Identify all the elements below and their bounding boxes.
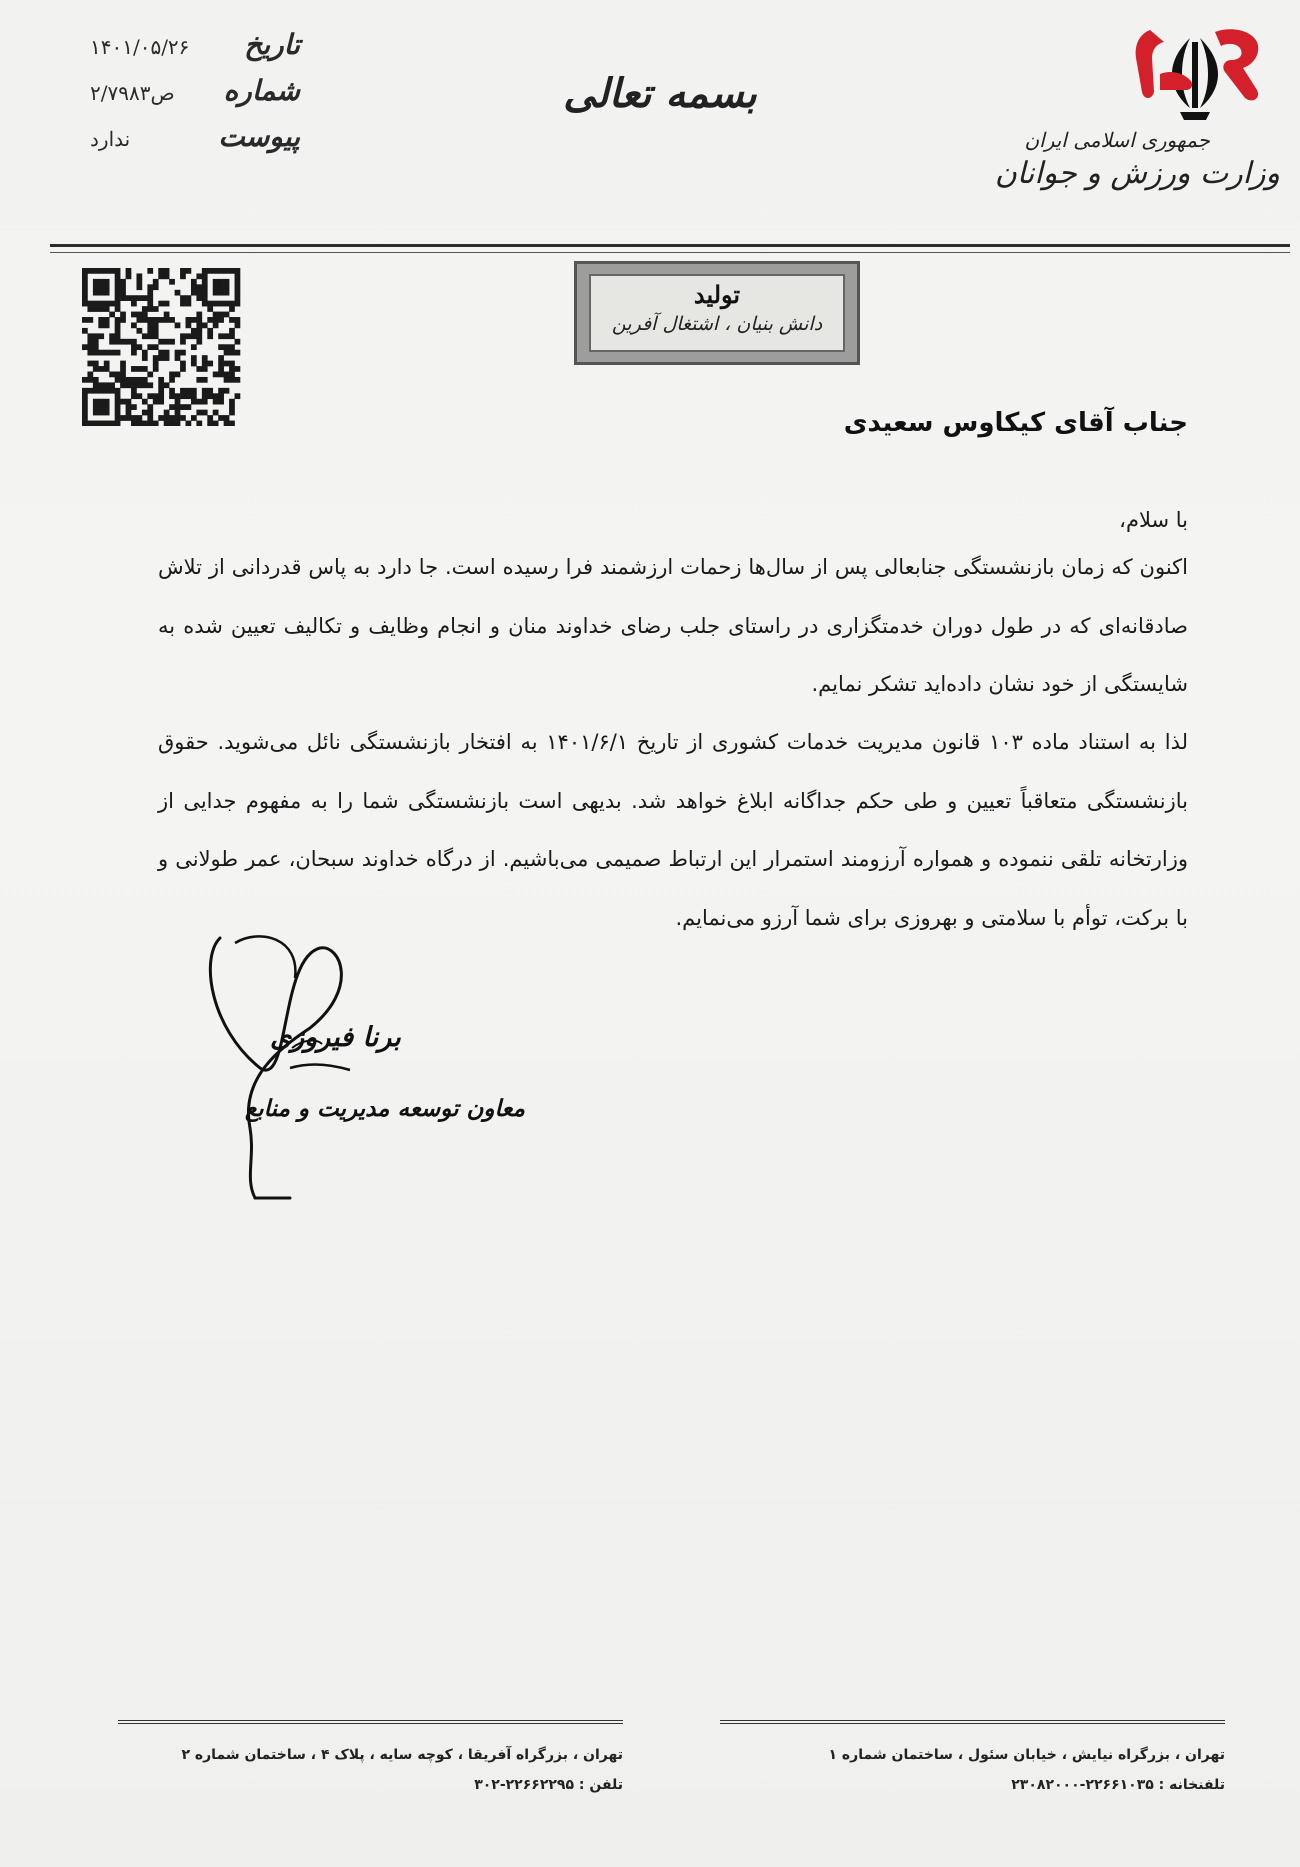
number-label: شماره (223, 74, 300, 107)
letter-paragraph-2: لذا به استناد ماده ۱۰۳ قانون مدیریت خدمات کشوری از تاریخ ۱۴۰۱/۶/۱ به افتخار بازنشستگی نائل می‌شوید. حقوق بازنشستگی متعاقباً تعیین و طی حکم جداگانه ابلاغ خواهد شد. بدیهی است بازنشستگی شما را به مفهوم جدایی از وزارتخانه تلقی ننموده و همواره آرزومند استمرار این ارتباط صمیمی می‌باشیم. از درگاه خداوند سبحان، عمر طولانی و با برکت، توأم با سلامتی و بهروزی برای شما آرزو می‌نمایم. (158, 730, 1188, 930)
recipient-line: جناب آقای کیکاوس سعیدی (843, 408, 1188, 438)
date-row (80, 28, 300, 74)
slogan-separator: ، (718, 313, 731, 335)
logo-text: رکنا (1194, 86, 1196, 87)
slogan-inner (589, 274, 845, 352)
attachment-row (80, 120, 300, 166)
letter-meta (80, 28, 300, 166)
ministry-name: وزارت ورزش و جوانان (994, 156, 1280, 191)
slogan-box (574, 261, 860, 365)
basmala-heading: بسمه تعالی (563, 70, 757, 117)
slogan-left-part: دانش بنیان (736, 313, 823, 335)
attachment-label: پیوست (218, 120, 300, 153)
footer-address-right (720, 1740, 1225, 1800)
slogan-right-part: اشتغال آفرین (611, 313, 719, 335)
slogan-subtitle (591, 313, 843, 335)
ministry-emblem (1120, 20, 1270, 130)
date-value: ۱۴۰۱/۰۵/۲۶ (90, 35, 190, 59)
emblem-logo-icon (1120, 20, 1270, 130)
header-divider-thin (50, 252, 1290, 253)
attachment-value: ندارد (90, 127, 131, 151)
qr-code (82, 268, 242, 426)
handwritten-signature (200, 918, 400, 1208)
greeting-line: با سلام، (1119, 508, 1188, 532)
slogan-title: تولید (693, 280, 741, 309)
footer-right-address: تهران ، بزرگراه نیایش ، خیابان سئول ، ساختمان شماره ۱ (828, 1747, 1225, 1763)
ministry-name-block (980, 128, 1280, 191)
date-label: تاریخ (244, 28, 300, 61)
footer-divider-left (118, 1720, 623, 1724)
footer-address-left (118, 1740, 623, 1800)
republic-name: جمهوری اسلامی ایران (1024, 128, 1210, 152)
letter-paragraph-1: اکنون که زمان بازنشستگی جنابعالی پس از سال‌ها زحمات ارزشمند فرا رسیده است. جا دارد به پاس قدردانی از تلاش صادقانه‌ای که در طول دوران خدمتگزاری در راستای جلب رضای خداوند منان و انجام وظایف و تکالیف تعیین شده به شایستگی از خود نشان داده‌اید تشکر نمایم. (158, 555, 1188, 696)
footer-left-phone: تلفن : ۲۲۶۶۲۲۹۵-۳۰۲ (474, 1777, 623, 1793)
footer-right-phone: تلفنخانه : ۲۲۶۶۱۰۳۵-۲۳۰۸۲۰۰۰ (1011, 1777, 1225, 1793)
number-row (80, 74, 300, 120)
signature-icon (200, 918, 400, 1208)
footer-left-address: تهران ، بزرگراه آفریقا ، کوچه سایه ، پلاک ۴ ، ساختمان شماره ۲ (181, 1747, 623, 1763)
qr-code-icon (82, 268, 242, 426)
header-divider (50, 244, 1290, 247)
footer-divider-right (720, 1720, 1225, 1724)
number-value: ۲/۷۹۸۳ص (90, 81, 175, 105)
signer-title: معاون توسعه مدیریت و منابع (245, 1095, 525, 1122)
signer-name: برنا فیروزی (270, 1022, 401, 1053)
